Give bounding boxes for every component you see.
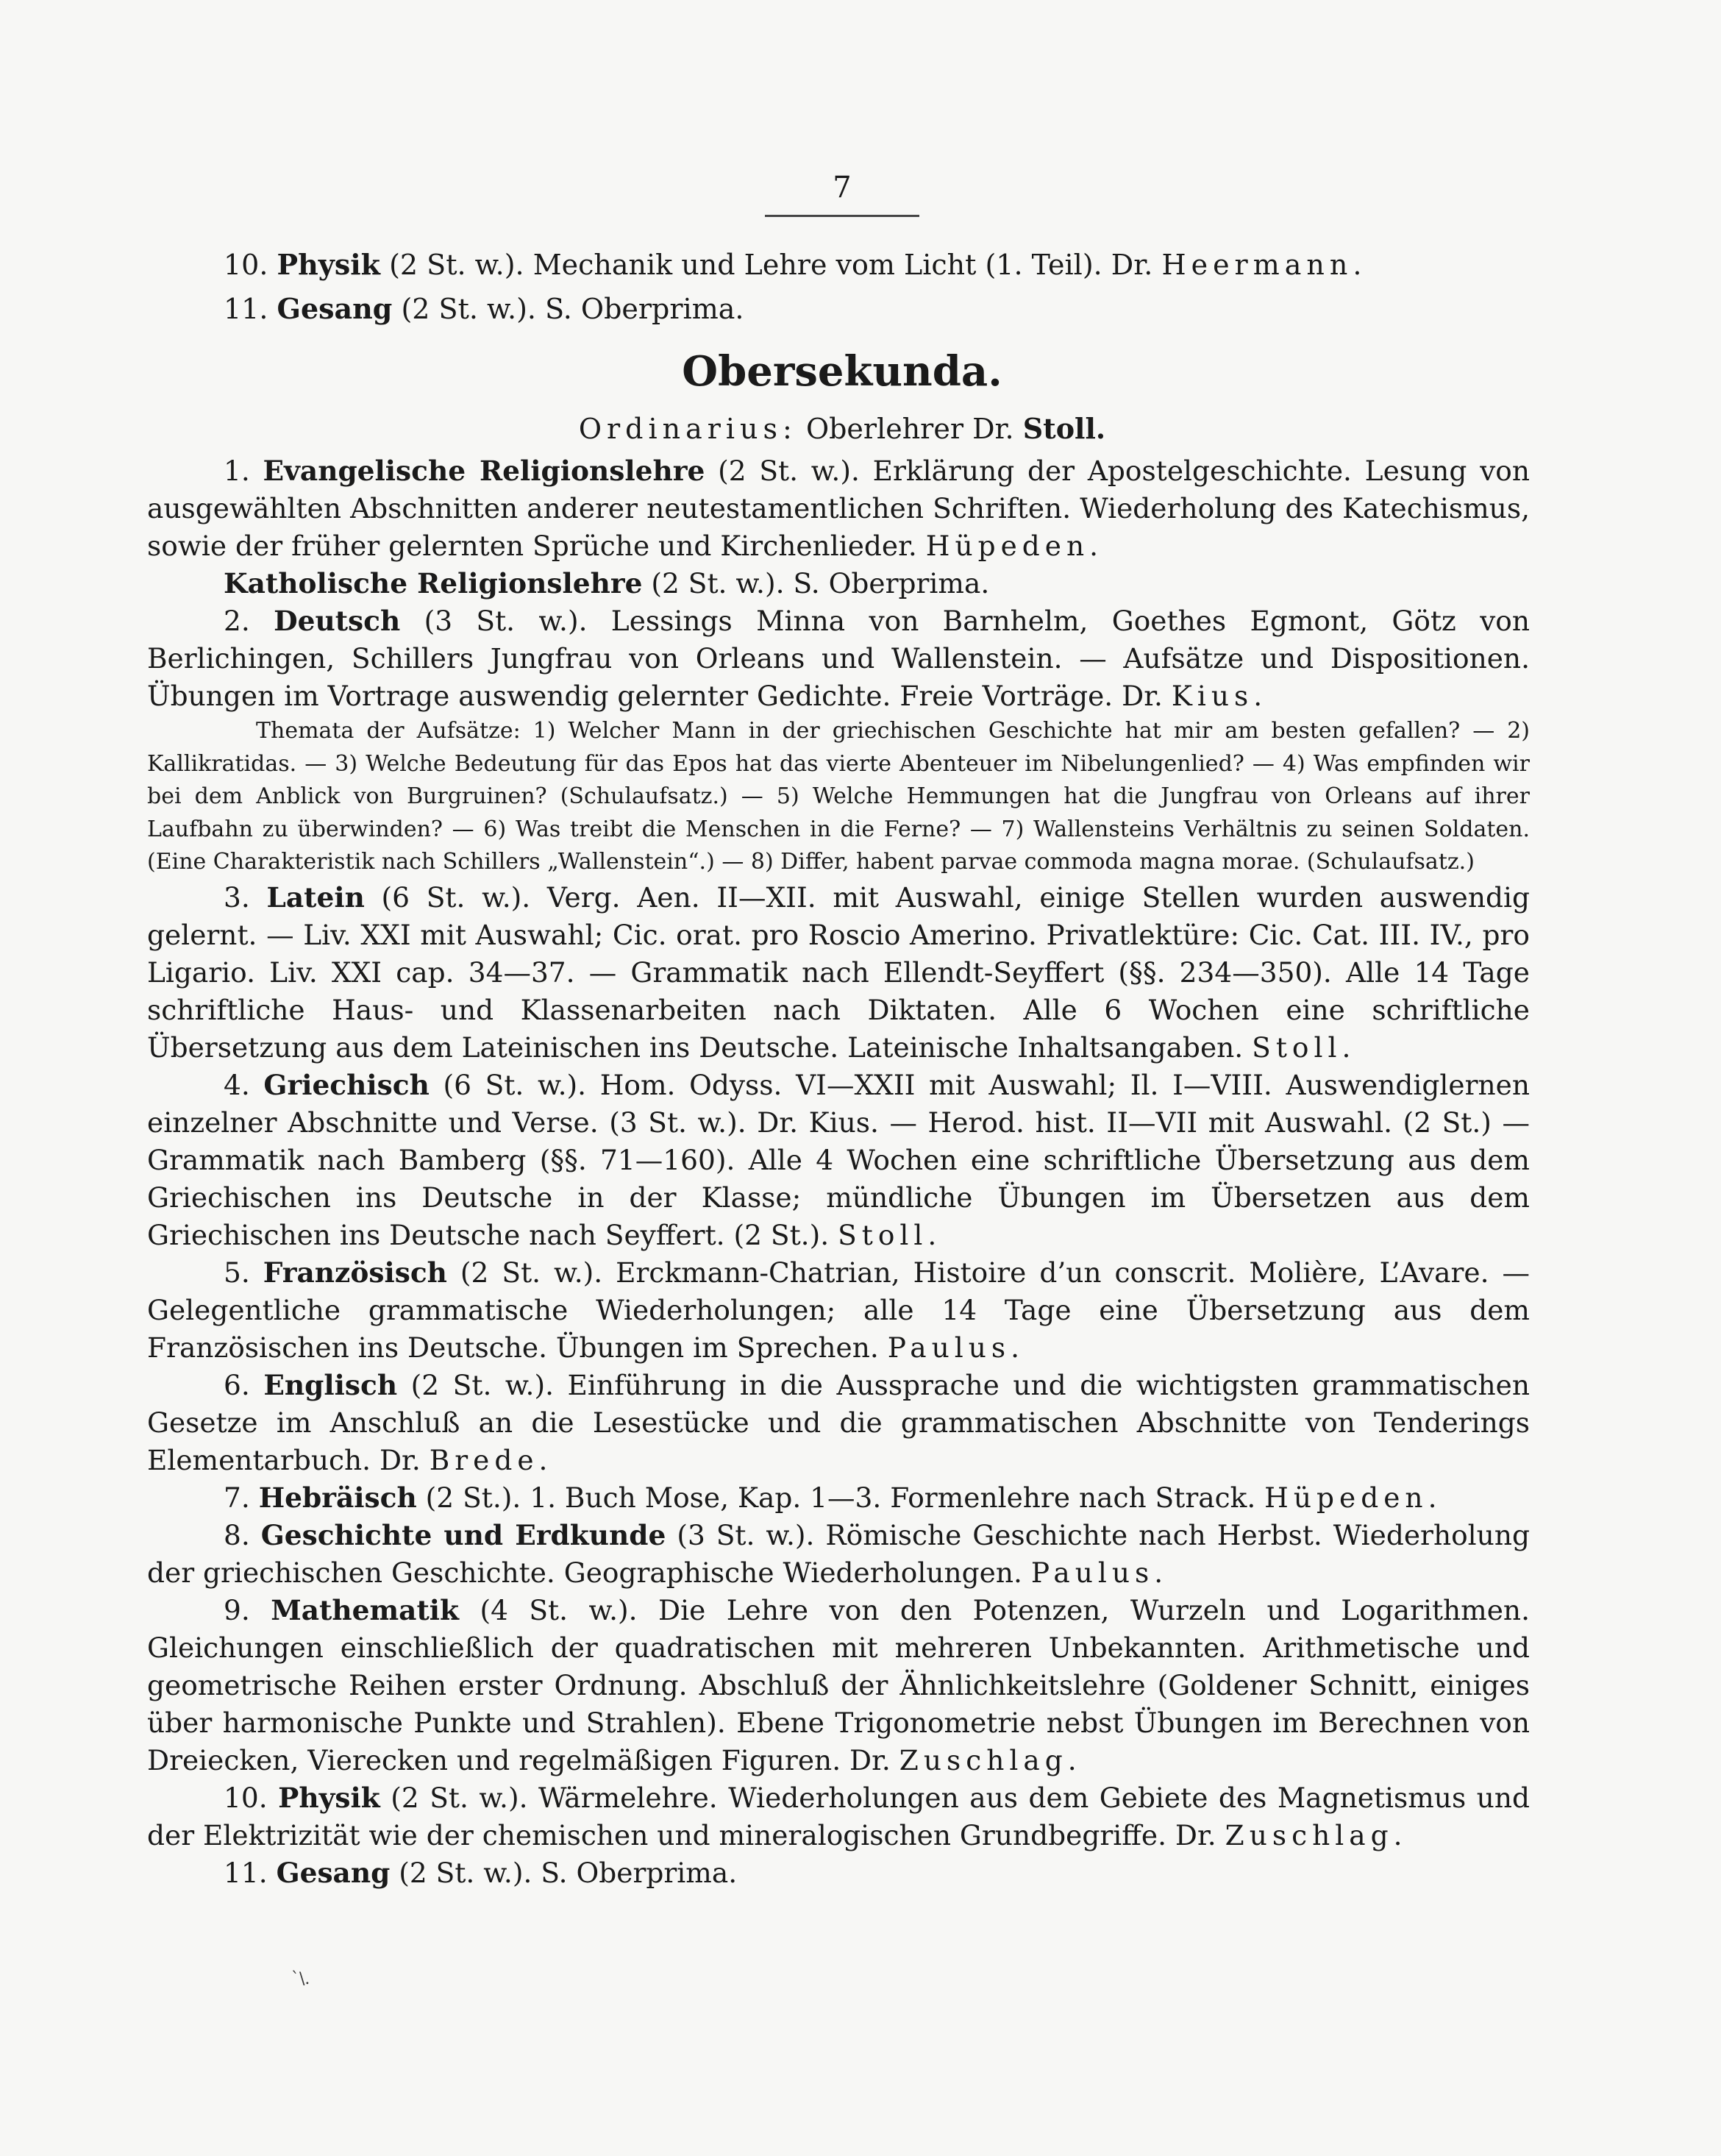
subject-item: 4. Griechisch (6 St. w.). Hom. Odyss. VI—XXII mit Auswahl; Il. I—VIII. Auswendiglernen einzelner Abschnitte und Verse. (3 St. w.). Dr. Kius. — Herod. hist. II—VII mit Auswahl. (2 St.) — Grammatik nach Bamberg (§§. 71—160). Alle 4 Wochen eine schriftliche Übersetzung aus dem Griechischen ins Deutsche in der Klasse; mündliche Übungen im Übersetzen aus dem Griechischen ins Deutsche nach Seyffert. (2 St.). Stoll. <box>147 1068 1531 1251</box>
subject-item: 1. Evangelische Religionslehre (2 St. w.). Erklärung der Apostelgeschichte. Lesung von ausgewählten Abschnitten anderer neutestamentlichen Schriften. Wiederholung des Katechismus, sowie der früher gelernten Sprüche und Kirchenlieder. Hüpeden. <box>147 455 1530 562</box>
subject-list <box>147 452 1530 1892</box>
page-number-ornament <box>765 215 919 221</box>
subject-item: 2. Deutsch (3 St. w.). Lessings Minna von Barnhelm, Goethes Egmont, Götz von Berlichingen, Schillers Jungfrau von Orleans und Wallenstein. — Aufsätze und Dispositionen. Übungen im Vortrage auswendig gelernter Gedichte. Freie Vorträge. Dr. Kius. <box>147 605 1531 712</box>
subject-item: 8. Geschichte und Erdkunde (3 St. w.). Römische Geschichte nach Herbst. Wiederholung der griechischen Geschichte. Geographische Wiederholungen. Paulus. <box>147 1518 1530 1589</box>
prev-item-physik: 10. Physik (2 St. w.). Mechanik und Lehre vom Licht (1. Teil). Dr. Heermann. <box>224 248 1367 281</box>
section-title: Obersekunda. <box>682 347 1002 396</box>
subject-item: 11. Gesang (2 St. w.). S. Oberprima. <box>224 1856 738 1889</box>
prev-item-gesang: 11. Gesang (2 St. w.). S. Oberprima. <box>224 292 744 325</box>
previous-section <box>147 243 1530 331</box>
subject-item: 6. Englisch (2 St. w.). Einführung in die Aussprache und die wichtigsten grammatischen Gesetze im Anschluß an die Lesestücke und die grammatischen Abschnitte von Tenderings Elementarbuch. Dr. Brede. <box>147 1368 1530 1476</box>
essay-topics: Themata der Aufsätze: 1) Welcher Mann in der griechischen Geschichte hat mir am besten gefallen? — 2) Kallikratidas. — 3) Welche Bedeutung für das Epos hat das vierte Abenteuer im Nibelungenlied? — 4) Was empfinden wir bei dem Anblick von Burgruinen? (Schulaufsatz.) — 5) Welche Hemmungen hat die Jungfrau von Orleans auf ihrer Laufbahn zu überwinden? — 6) Was treibt die Menschen in die Ferne? — 7) Wallensteins Verhältnis zu seinen Soldaten. (Eine Charakteristik nach Schillers „Wallenstein“.) — 8) Differ, habent parvae commoda magna morae. (Schulaufsatz.) <box>147 718 1530 875</box>
stray-mark: `\. <box>291 1970 310 1988</box>
subject-item: 5. Französisch (2 St. w.). Erckmann-Chatrian, Histoire d’un conscrit. Molière, L’Avare. — Gelegentliche grammatische Wiederholungen; alle 14 Tage eine Übersetzung aus dem Französischen ins Deutsche. Übungen im Sprechen. Paulus. <box>147 1256 1531 1364</box>
page-number: 7 <box>833 171 852 204</box>
subject-item: 10. Physik (2 St. w.). Wärmelehre. Wiederholungen aus dem Gebiete des Magnetismus und der Elektrizität wie der chemischen und mineralogischen Grundbegriffe. Dr. Zuschlag. <box>147 1781 1530 1851</box>
subject-item: 7. Hebräisch (2 St.). 1. Buch Mose, Kap. 1—3. Formenlehre nach Strack. Hüpeden. <box>224 1481 1442 1514</box>
subject-item: Katholische Religionslehre (2 St. w.). S. Oberprima. <box>224 567 990 600</box>
subject-item: 3. Latein (6 St. w.). Verg. Aen. II—XII. mit Auswahl, einige Stellen wurden auswendig gelernt. — Liv. XXI mit Auswahl; Cic. orat. pro Roscio Amerino. Privatlektüre: Cic. Cat. III. IV., pro Ligario. Liv. XXI cap. 34—37. — Grammatik nach Ellendt-Seyffert (§§. 234—350). Alle 14 Tage schriftliche Haus- und Klassenarbeiten nach Diktaten. Alle 6 Wochen eine schriftliche Übersetzung aus dem Lateinischen ins Deutsche. Lateinische Inhaltsangaben. Stoll. <box>147 880 1531 1064</box>
ordinarius-line: Ordinarius: Oberlehrer Dr. Stoll. <box>578 412 1106 445</box>
subject-item: 9. Mathematik (4 St. w.). Die Lehre von den Potenzen, Wurzeln und Logarithmen. Gleichungen einschließlich der quadratischen mit mehreren Unbekannten. Arithmetische und geometrische Reihen erster Ordnung. Abschluß der Ähnlichkeitslehre (Goldener Schnitt, einiges über harmonische Punkte und Strahlen). Ebene Trigonometrie nebst Übungen im Berechnen von Dreiecken, Vierecken und regelmäßigen Figuren. Dr. Zuschlag. <box>147 1593 1530 1776</box>
